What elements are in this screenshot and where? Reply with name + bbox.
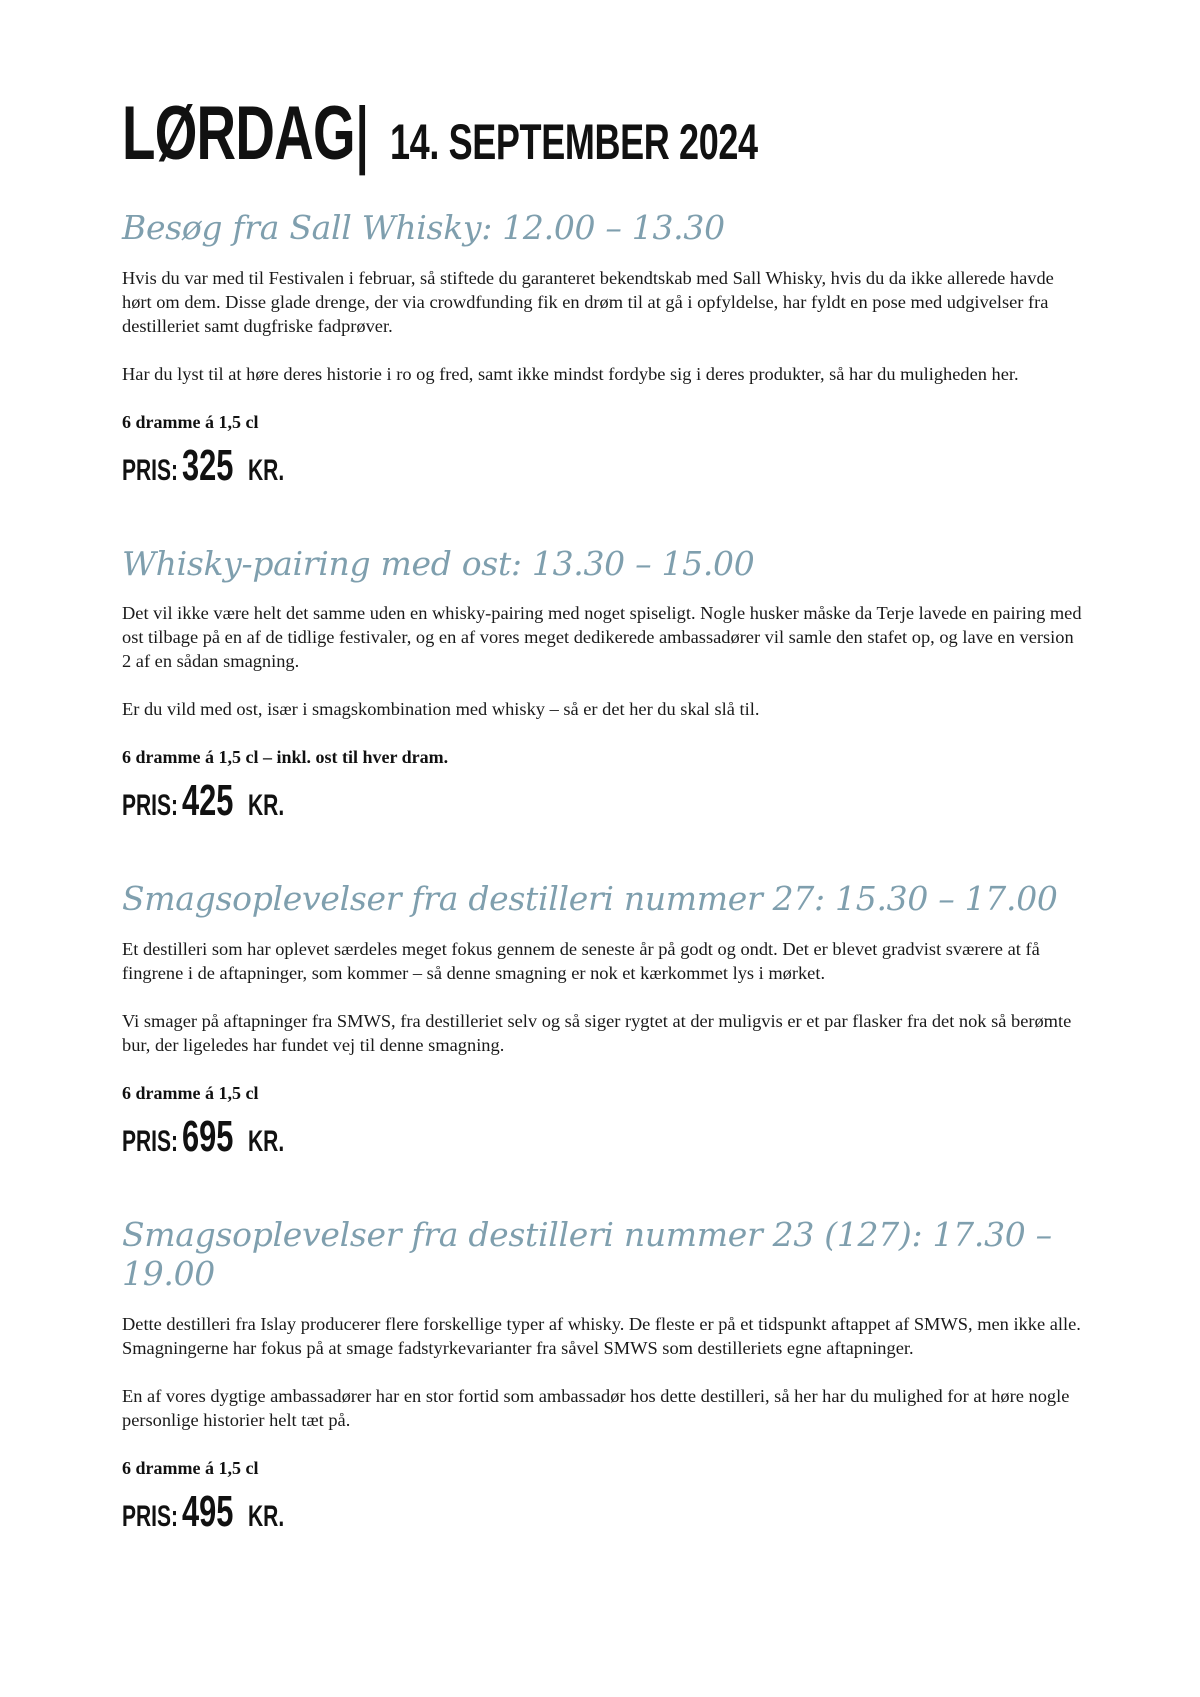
dram-info: 6 dramme á 1,5 cl (122, 1082, 259, 1103)
event-title: Smagsoplevelser fra destilleri nummer 27: 15.30 – 17.00 (122, 879, 1058, 919)
date-heading: 14. SEPTEMBER 2024 (390, 114, 758, 170)
price-line (122, 1111, 1082, 1175)
event-description: Er du vild med ost, især i smagskombination med whisky – så er det her du skal slå til. (122, 699, 760, 720)
event-description: Vi smager på aftapninger fra SMWS, fra destilleriet selv og så siger rygtet at der muligvis er et par flasker fra det nok så berømte bur, der ligeledes har fundet vej til denne smagning. (122, 1010, 1072, 1055)
event-description: En af vores dygtige ambassadører har en stor fortid som ambassadør hos dette destilleri, så her har du mulighed for at høre nogle personlige historier helt tæt på. (122, 1385, 1070, 1430)
price-amount: 325 (182, 440, 234, 490)
event-description: Et destilleri som har oplevet særdeles meget fokus gennem de seneste år på godt og ondt. Det er blevet gradvist sværere at få fingrene i de aftapninger, som kommer – så denne smagning er nok et kærkommet lys i mørket. (122, 938, 1040, 983)
event-title: Smagsoplevelser fra destilleri nummer 23 (127): 17.30 – 19.00 (122, 1214, 1052, 1294)
program-page (122, 91, 1082, 1590)
event-destillery-27 (122, 879, 1082, 1175)
price-label: PRIS: (122, 1124, 179, 1158)
event-description: Hvis du var med til Festivalen i februar, så stiftede du garanteret bekendtskab med Sall Whisky, hvis du da ikke allerede havde hørt om dem. Disse glade drenge, der via crowdfunding fik en drøm til at gå i opfyldelse, har fyldt en pose med udgivelser fra destilleriet samt dugfriske fadprøver. (122, 267, 1054, 336)
price-currency: KR. (248, 789, 285, 823)
price-line (122, 1486, 1082, 1550)
event-whisky-pairing (122, 544, 1082, 840)
event-sall-whisky (122, 208, 1082, 504)
day-heading: LØRDAG (122, 91, 355, 176)
price-amount: 695 (182, 1111, 234, 1161)
event-description: Dette destilleri fra Islay producerer flere forskellige typer af whisky. De fleste er på et tidspunkt aftappet af SMWS, men ikke alle. Smagningerne har fokus på at smage fadstyrkevarianter fra såvel SMWS som destilleriets egne aftapninger. (122, 1313, 1081, 1358)
event-title: Besøg fra Sall Whisky: 12.00 – 13.30 (122, 208, 725, 247)
page-header (122, 91, 1082, 188)
dram-info: 6 dramme á 1,5 cl (122, 411, 259, 432)
price-line (122, 776, 1082, 839)
event-title: Whisky-pairing med ost: 13.30 – 15.00 (122, 543, 755, 583)
price-currency: KR. (248, 1124, 285, 1158)
event-destillery-23 (122, 1215, 1082, 1550)
price-amount: 425 (182, 776, 234, 826)
event-description: Har du lyst til at høre deres historie i ro og fred, samt ikke mindst fordybe sig i deres produkter, så har du muligheden her. (122, 363, 1019, 384)
price-amount: 495 (182, 1486, 234, 1536)
price-label: PRIS: (122, 789, 179, 823)
dram-info: 6 dramme á 1,5 cl – inkl. ost til hver dram. (122, 747, 449, 768)
price-label: PRIS: (122, 1499, 179, 1533)
price-line (122, 440, 1082, 504)
dram-info: 6 dramme á 1,5 cl (122, 1457, 259, 1478)
event-description: Det vil ikke være helt det samme uden en whisky-pairing med noget spiseligt. Nogle husker måske da Terje lavede en pairing med ost tilbage på en af de tidlige festivaler, og en af vores meget dedikerede ambassadører vil samle den stafet op, og lave en version 2 af en sådan smagning. (122, 603, 1082, 672)
header-separator: | (356, 92, 369, 175)
price-currency: KR. (248, 1499, 285, 1533)
price-label: PRIS: (122, 453, 179, 487)
price-currency: KR. (248, 453, 285, 487)
